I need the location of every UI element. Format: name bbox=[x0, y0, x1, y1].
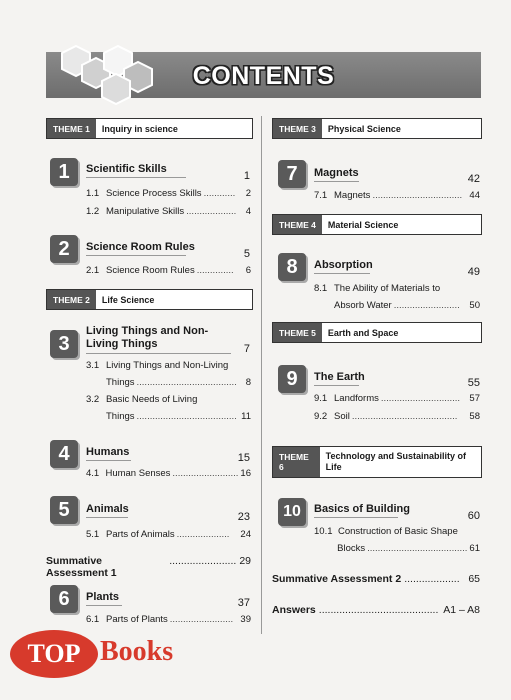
unit-number-badge: 1 bbox=[50, 158, 78, 186]
unit-page: 55 bbox=[467, 377, 480, 389]
unit-title: Magnets bbox=[314, 167, 359, 182]
unit-number-badge: 6 bbox=[50, 585, 78, 613]
subsection-row: 9.2 Soil ........................................ 58 bbox=[314, 411, 480, 422]
unit-page: 49 bbox=[467, 266, 480, 278]
subsection-row: 8.1 The Ability of Materials to bbox=[314, 283, 441, 294]
unit-page: 1 bbox=[243, 170, 250, 182]
subsection-row: Things ...................................... 8 bbox=[106, 377, 251, 388]
unit-page: 60 bbox=[467, 510, 480, 522]
unit-number-badge: 9 bbox=[278, 365, 306, 393]
subsection-row: 1.2 Manipulative Skills ................... 4 bbox=[86, 206, 251, 217]
unit-title: Absorption bbox=[314, 259, 370, 274]
subsection-row: 5.1 Parts of Animals .................... 24 bbox=[86, 529, 251, 540]
unit-title: Animals bbox=[86, 503, 128, 518]
subsection-row: 6.1 Parts of Plants ........................ 39 bbox=[86, 614, 251, 625]
unit-title: Humans bbox=[86, 446, 131, 461]
unit-title: Basics of Building bbox=[314, 503, 398, 518]
answers-row: Answers ......................................... A1 – A8 bbox=[272, 604, 480, 616]
unit-number-badge: 10 bbox=[278, 498, 306, 526]
summative-assessment-row: Summative Assessment 1 ....................... 29 bbox=[46, 555, 251, 579]
theme-header: THEME 2 Life Science bbox=[46, 289, 253, 310]
subsection-row: 1.1 Science Process Skills ............ 2 bbox=[86, 188, 251, 199]
unit-title: The Earth bbox=[314, 371, 359, 386]
unit-number-badge: 5 bbox=[50, 496, 78, 524]
unit-page: 15 bbox=[237, 452, 250, 464]
subsection-row: 4.1 Human Senses ......................... 16 bbox=[86, 468, 251, 479]
unit-title: Plants bbox=[86, 591, 122, 606]
unit-number-badge: 8 bbox=[278, 253, 306, 281]
unit-page: 37 bbox=[237, 597, 250, 609]
column-divider bbox=[261, 116, 262, 634]
subsection-row: 2.1 Science Room Rules .............. 6 bbox=[86, 265, 251, 276]
subsection-row: 10.1 Construction of Basic Shape bbox=[314, 526, 458, 537]
unit-number-badge: 7 bbox=[278, 160, 306, 188]
subsection-row: Things ...................................... 11 bbox=[106, 411, 251, 422]
unit-number-badge: 2 bbox=[50, 235, 78, 263]
unit-title: Living Things and Non-Living Things bbox=[86, 325, 231, 354]
topbooks-logo bbox=[10, 630, 195, 690]
subsection-row: 3.2 Basic Needs of Living bbox=[86, 394, 198, 405]
subsection-row: Absorb Water ......................... 50 bbox=[334, 300, 480, 311]
unit-page: 42 bbox=[467, 173, 480, 185]
subsection-row: Blocks ...................................... 61 bbox=[337, 543, 480, 554]
unit-title: Science Room Rules bbox=[86, 241, 186, 256]
theme-header: THEME 5 Earth and Space bbox=[272, 322, 482, 343]
subsection-row: 3.1 Living Things and Non-Living bbox=[86, 360, 229, 371]
unit-page: 23 bbox=[237, 511, 250, 523]
summative-assessment-row: Summative Assessment 2 ................... 65 bbox=[272, 573, 480, 585]
theme-header: THEME 3 Physical Science bbox=[272, 118, 482, 139]
subsection-row: 9.1 Landforms .............................. 57 bbox=[314, 393, 480, 404]
theme-header: THEME 1 Inquiry in science bbox=[46, 118, 253, 139]
unit-title: Scientific Skills bbox=[86, 163, 186, 178]
unit-number-badge: 4 bbox=[50, 440, 78, 468]
theme-header: THEME 4 Material Science bbox=[272, 214, 482, 235]
page-title: CONTENTS bbox=[192, 62, 335, 90]
unit-number-badge: 3 bbox=[50, 330, 78, 358]
subsection-row: 7.1 Magnets .................................. 44 bbox=[314, 190, 480, 201]
logo-top-text: TOP bbox=[10, 630, 98, 678]
logo-books-text: Books bbox=[100, 636, 174, 667]
unit-page: 5 bbox=[243, 248, 250, 260]
unit-page: 7 bbox=[243, 343, 250, 355]
theme-header: THEME 6 Technology and Sustainability of Life bbox=[272, 446, 482, 478]
